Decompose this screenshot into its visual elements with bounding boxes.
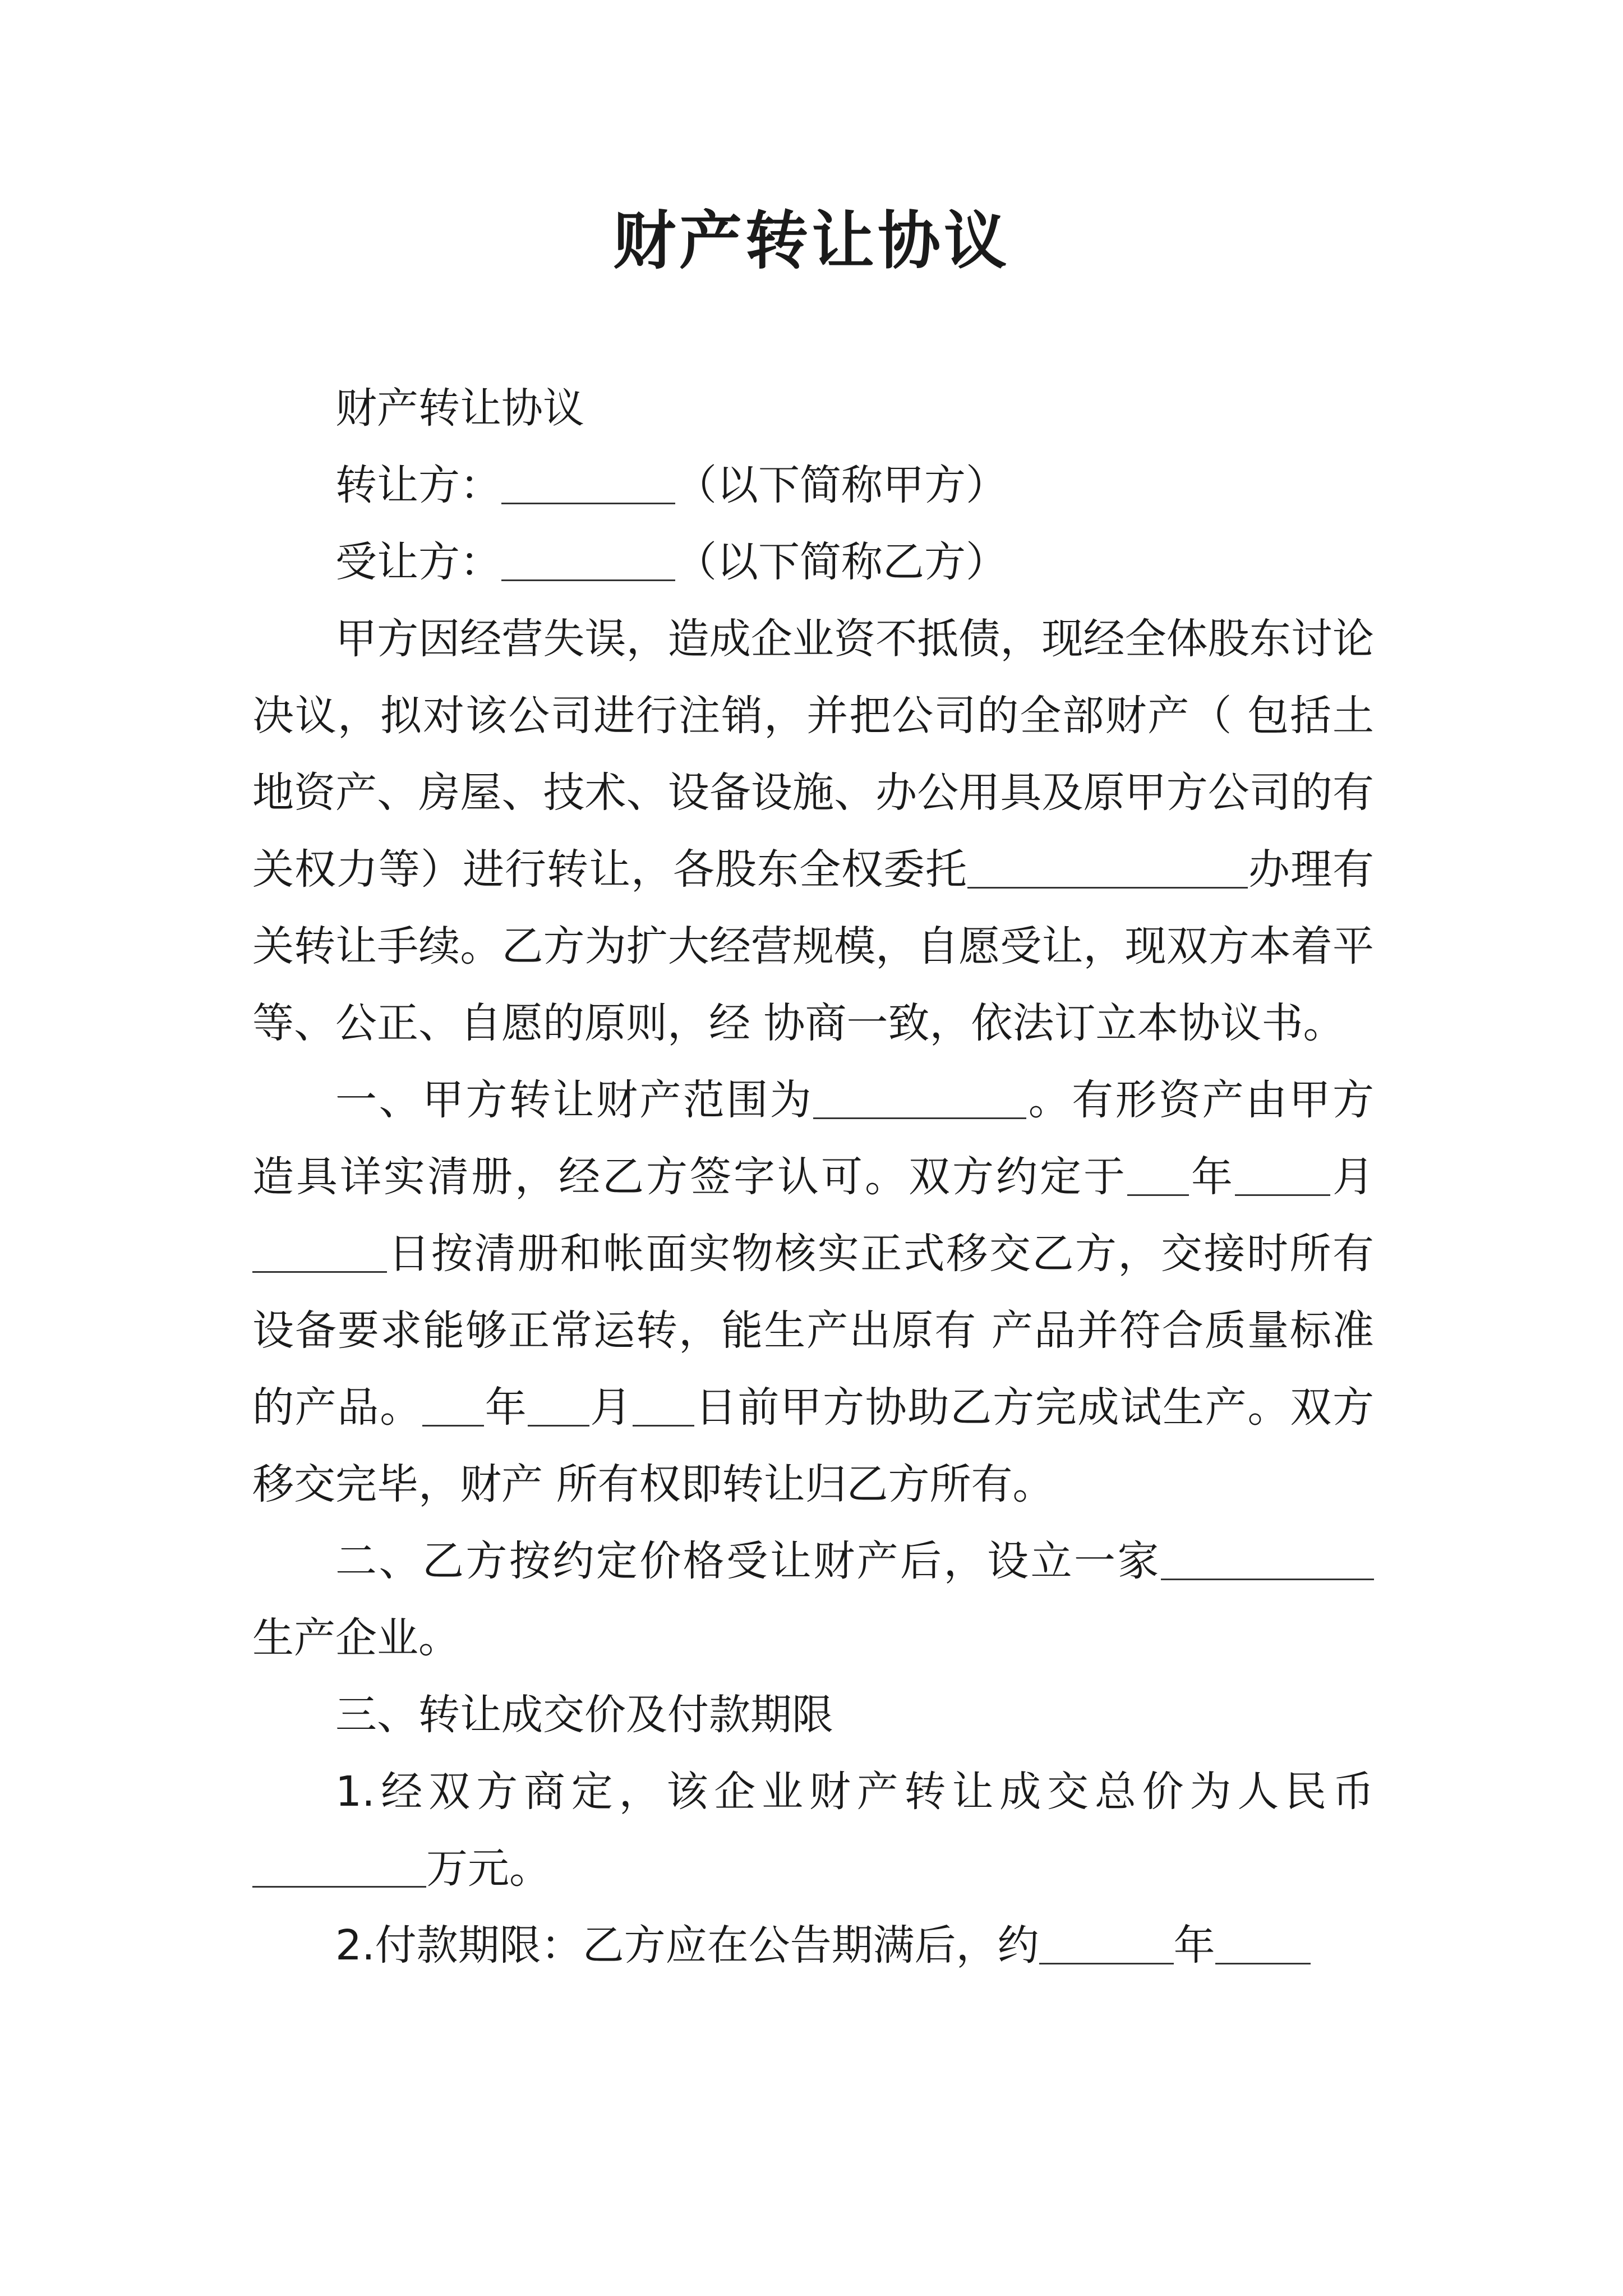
clause-1-text-1: 一、甲方转让财产范围为	[335, 1076, 814, 1124]
transferee-note: （以下简称乙方）	[675, 538, 1007, 586]
trial-month-blank	[528, 1383, 589, 1427]
transferee-label: 受让方：	[335, 538, 501, 586]
preamble-text-1: 甲方因经营失误，造成企业资不抵债，现经全体股东讨论决议，拟对该公司进行注销，并把公司的全部财产（ 包括土地资产、房屋、技术、设备设施、办公用具及原甲方公司的有关权力等）进行转让，各股东全权委托	[252, 615, 1374, 894]
clause-1-text-3: 日按清册和帐面实物核实正式移交乙方，交接时所有设备要求能够正常运转，能生产出原有 产品并符合质量标准的产品。	[252, 1230, 1374, 1432]
paragraph-heading	[252, 370, 1374, 447]
year-label: 年	[1189, 1153, 1235, 1201]
paragraph-clause-3-1	[252, 1754, 1374, 1907]
clause-3-2-text-2: 年	[1173, 1921, 1215, 1970]
payment-year-blank	[1039, 1921, 1174, 1964]
month-blank-prefix	[1235, 1153, 1330, 1196]
clause-3-1-text-1: 1.经双方商定，该企业财产转让成交总价为人民币	[335, 1768, 1374, 1816]
year-blank	[1127, 1153, 1189, 1196]
heading-text: 财产转让协议	[335, 384, 584, 432]
day-blank	[252, 1230, 387, 1273]
paragraph-preamble	[252, 601, 1374, 1062]
clause-1-text-4: 日前甲方协助乙方完成试生产。双方移交完毕，财产 所有权即转让归乙方所有。	[252, 1383, 1374, 1508]
paragraph-transferor	[252, 447, 1374, 524]
payment-month-blank	[1215, 1921, 1311, 1964]
transferor-note: （以下简称甲方）	[675, 461, 1007, 509]
document-title: 财产转让协议	[613, 204, 1010, 278]
clause-2-text-2: 生产企业。	[252, 1614, 460, 1662]
trial-day-blank	[633, 1383, 694, 1427]
agent-blank	[967, 845, 1248, 889]
transferee-blank	[501, 538, 675, 581]
transferor-label: 转让方：	[335, 461, 501, 509]
clause-3-heading: 三、转让成交价及付款期限	[335, 1691, 833, 1739]
paragraph-clause-1	[252, 1062, 1374, 1523]
price-blank	[252, 1844, 426, 1888]
enterprise-blank	[1161, 1537, 1374, 1580]
month-label: 月	[1330, 1153, 1374, 1201]
document-body	[252, 370, 1374, 1984]
trial-year-label: 年	[484, 1383, 528, 1432]
transferor-blank	[501, 461, 675, 504]
trial-month-label: 月	[589, 1383, 633, 1432]
paragraph-clause-3-2	[252, 1907, 1374, 1984]
clause-2-text-1: 二、乙方按约定价格受让财产后，设立一家	[335, 1537, 1161, 1585]
clause-3-2-text-1: 2.付款期限：乙方应在公告期满后，约	[335, 1921, 1039, 1970]
paragraph-clause-2	[252, 1523, 1374, 1677]
paragraph-transferee	[252, 524, 1374, 601]
scope-blank	[813, 1076, 1026, 1119]
trial-year-blank	[422, 1383, 484, 1427]
clause-1-text-2: 。有形资产由甲方造具详实清册，经乙方签字认可。双方约定于	[252, 1076, 1375, 1201]
preamble-text-2: 办理有关转让手续。乙方为扩大经营规模，自愿受让，现双方本着平等、公正、自愿的原则，经 协商一致，依法订立本协议书。	[252, 845, 1374, 1047]
paragraph-clause-3	[252, 1677, 1374, 1754]
clause-3-1-text-2: 万元。	[426, 1844, 551, 1893]
